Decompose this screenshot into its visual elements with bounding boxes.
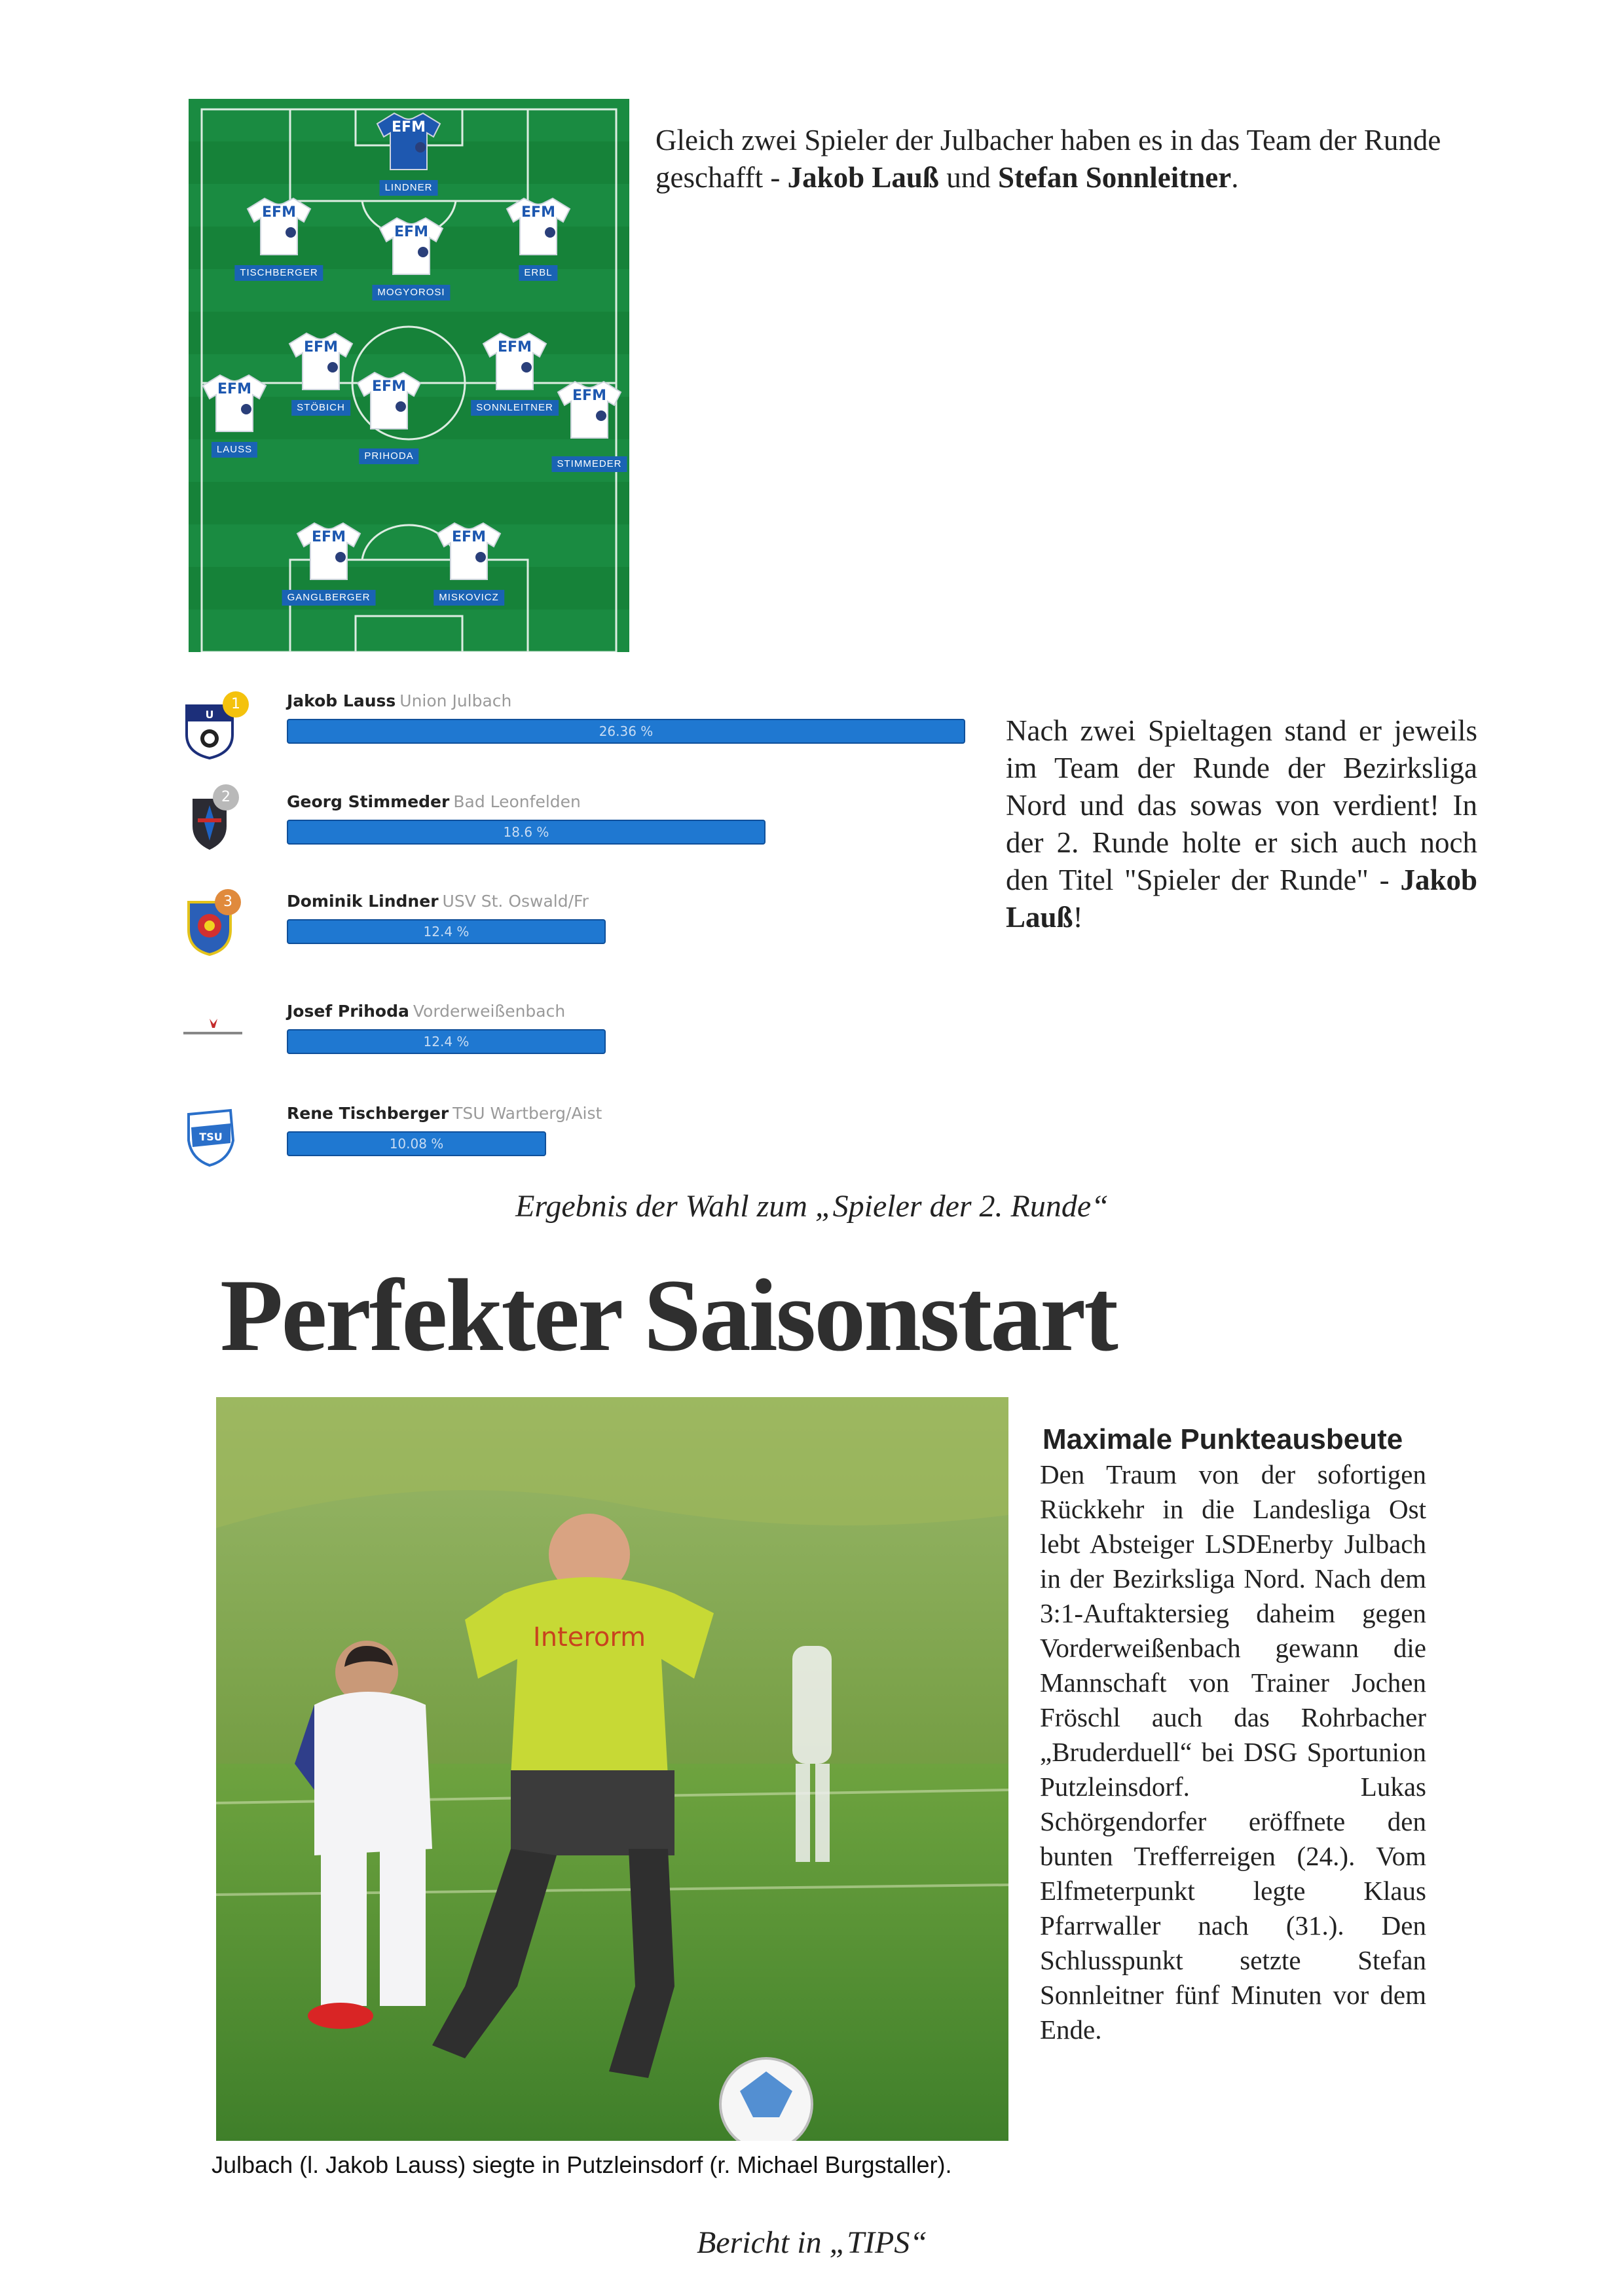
photo-shirt-text: Interorm <box>532 1622 646 1652</box>
poll-player-name <box>287 691 511 710</box>
player-jersey <box>481 331 549 396</box>
svg-text:EFM: EFM <box>262 204 296 221</box>
poll-player-name <box>287 892 589 911</box>
poll-caption: Ergebnis der Wahl zum „Spieler der 2. Runde“ <box>515 1189 1109 1224</box>
poll-row <box>177 789 989 884</box>
player-nameplate: LINDNER <box>380 180 438 196</box>
player-nameplate: PRIHODA <box>359 448 418 464</box>
jersey-icon <box>481 331 549 391</box>
player-nameplate: MOGYOROSI <box>372 285 450 301</box>
match-photo-illustration <box>216 1397 1008 2141</box>
player-jersey <box>375 111 443 176</box>
intro-end: . <box>1231 161 1239 194</box>
poll-percent-label: 12.4 % <box>423 924 470 939</box>
jersey-icon <box>375 111 443 171</box>
svg-text:U: U <box>205 708 214 721</box>
rank-badge-silver: 2 <box>213 784 239 811</box>
player-nameplate: STÖBICH <box>291 400 350 416</box>
poll-row <box>177 892 989 983</box>
poll-player-name-text: Georg Stimmeder <box>287 792 450 811</box>
poll-player-name-text: Jakob Lauss <box>287 691 396 710</box>
jersey-icon <box>245 196 313 256</box>
player-nameplate: ERBL <box>519 265 557 281</box>
photo-caption: Julbach (l. Jakob Lauss) siegte in Putzleinsdorf (r. Michael Burgstaller). <box>212 2151 952 2178</box>
player-nameplate: STIMMEDER <box>552 456 627 472</box>
player-jersey <box>435 520 503 586</box>
svg-text:EFM: EFM <box>217 381 251 397</box>
poll-player-club: Vorderweißenbach <box>413 1002 566 1021</box>
poll-text: Nach zwei Spieltagen stand er jeweils im Team der Runde der Bezirksliga Nord und das sowas von verdient! In der 2. Runde holte er sich auch noch den Titel "Spieler der Runde" - <box>1006 714 1477 896</box>
rank-badge-bronze: 3 <box>215 889 241 915</box>
svg-text:EFM: EFM <box>521 204 555 221</box>
report-source: Bericht in „TIPS“ <box>696 2225 927 2260</box>
jersey-icon <box>377 215 445 276</box>
poll-player-name <box>287 792 581 811</box>
jersey-icon <box>200 373 268 433</box>
poll-player-name-text: Dominik Lindner <box>287 892 439 911</box>
poll-player-club: USV St. Oswald/Fr <box>442 892 589 911</box>
jersey-icon <box>287 331 355 391</box>
poll-player-club: Union Julbach <box>399 691 512 710</box>
poll-paragraph <box>1006 712 1477 936</box>
poll-player-club: Bad Leonfelden <box>453 792 581 811</box>
poll-row <box>177 1002 989 1093</box>
poll-text-name: Jakob Lauß <box>1006 864 1477 934</box>
player-nameplate: SONNLEITNER <box>471 400 559 416</box>
intro-name-sonnleitner: Stefan Sonnleitner <box>997 161 1232 194</box>
player-nameplate: LAUSS <box>212 442 257 458</box>
poll-bar <box>287 719 965 744</box>
svg-text:EFM: EFM <box>312 529 346 545</box>
poll-text-end: ! <box>1073 901 1083 934</box>
jersey-icon <box>435 520 503 581</box>
intro-text: Gleich zwei Spieler der Julbacher haben es in das Team der Runde geschafft - <box>655 124 1441 194</box>
svg-text:EFM: EFM <box>572 388 606 404</box>
svg-text:TSU: TSU <box>199 1131 223 1143</box>
poll-player-name <box>287 1104 602 1123</box>
poll-row <box>177 691 989 783</box>
svg-text:EFM: EFM <box>452 529 486 545</box>
match-photo <box>216 1397 1008 2141</box>
intro-name-lauss: Jakob Lauß <box>787 161 939 194</box>
player-jersey <box>504 196 572 261</box>
poll-percent-label: 18.6 % <box>503 824 549 840</box>
poll-bar <box>287 919 606 944</box>
player-jersey <box>200 373 268 438</box>
player-nameplate: GANGLBERGER <box>282 590 376 606</box>
rank-badge-gold: 1 <box>223 691 249 718</box>
player-nameplate: MISKOVICZ <box>434 590 504 606</box>
poll-player-name-text: Rene Tischberger <box>287 1104 449 1123</box>
poll-player-name-text: Josef Prihoda <box>287 1002 409 1021</box>
player-jersey <box>377 215 445 281</box>
player-jersey <box>245 196 313 261</box>
poll-player-club: TSU Wartberg/Aist <box>452 1104 602 1123</box>
svg-text:EFM: EFM <box>304 339 338 355</box>
intro-connector: und <box>938 161 998 194</box>
team-of-the-round-graphic <box>189 99 629 652</box>
sportunion-logo <box>177 1015 249 1041</box>
svg-text:EFM: EFM <box>394 224 428 240</box>
poll-row <box>177 1104 989 1195</box>
player-jersey <box>355 370 423 435</box>
poll-percent-label: 10.08 % <box>389 1136 444 1152</box>
poll-percent-label: 26.36 % <box>599 723 654 739</box>
svg-text:EFM: EFM <box>392 119 426 136</box>
jersey-icon <box>555 379 623 439</box>
jersey-icon <box>295 520 363 581</box>
poll-percent-label: 12.4 % <box>423 1034 470 1049</box>
svg-text:EFM: EFM <box>498 339 532 355</box>
article-body: Den Traum von der sofortigen Rückkehr in die Landesliga Ost lebt Absteiger LSDEnerby Julbach in der Bezirksliga Nord. Nach dem 3:1-Auftaktersieg daheim gegen Vorderweißenbach gewann die Mannschaft von Trainer Jochen Fröschl auch das Rohrbacher „Bruderduell“ bei DSG Sportunion Putzleinsdorf. Lukas Schörgendorfer eröffnete den bunten Trefferreigen (24.). Vom Elfmeterpunkt legte Klaus Pfarrwaller nach (31.). Den Schlusspunkt setzte Stefan Sonnleitner fünf Minuten vor dem Ende. <box>1040 1459 1426 2045</box>
jersey-icon <box>355 370 423 430</box>
article-subheading: Maximale Punkteausbeute <box>1043 1423 1403 1455</box>
player-jersey <box>295 520 363 586</box>
article-headline: Perfekter Saisonstart <box>220 1258 1116 1373</box>
player-jersey <box>287 331 355 396</box>
tsu-wartberg-logo <box>183 1108 236 1167</box>
svg-text:EFM: EFM <box>372 378 406 395</box>
poll-bar <box>287 1131 546 1156</box>
jersey-icon <box>504 196 572 256</box>
poll-player-name <box>287 1002 565 1021</box>
player-jersey <box>555 379 623 445</box>
poll-bar <box>287 1029 606 1054</box>
poll-bar <box>287 820 766 845</box>
intro-paragraph <box>655 122 1494 196</box>
player-nameplate: TISCHBERGER <box>234 265 323 281</box>
